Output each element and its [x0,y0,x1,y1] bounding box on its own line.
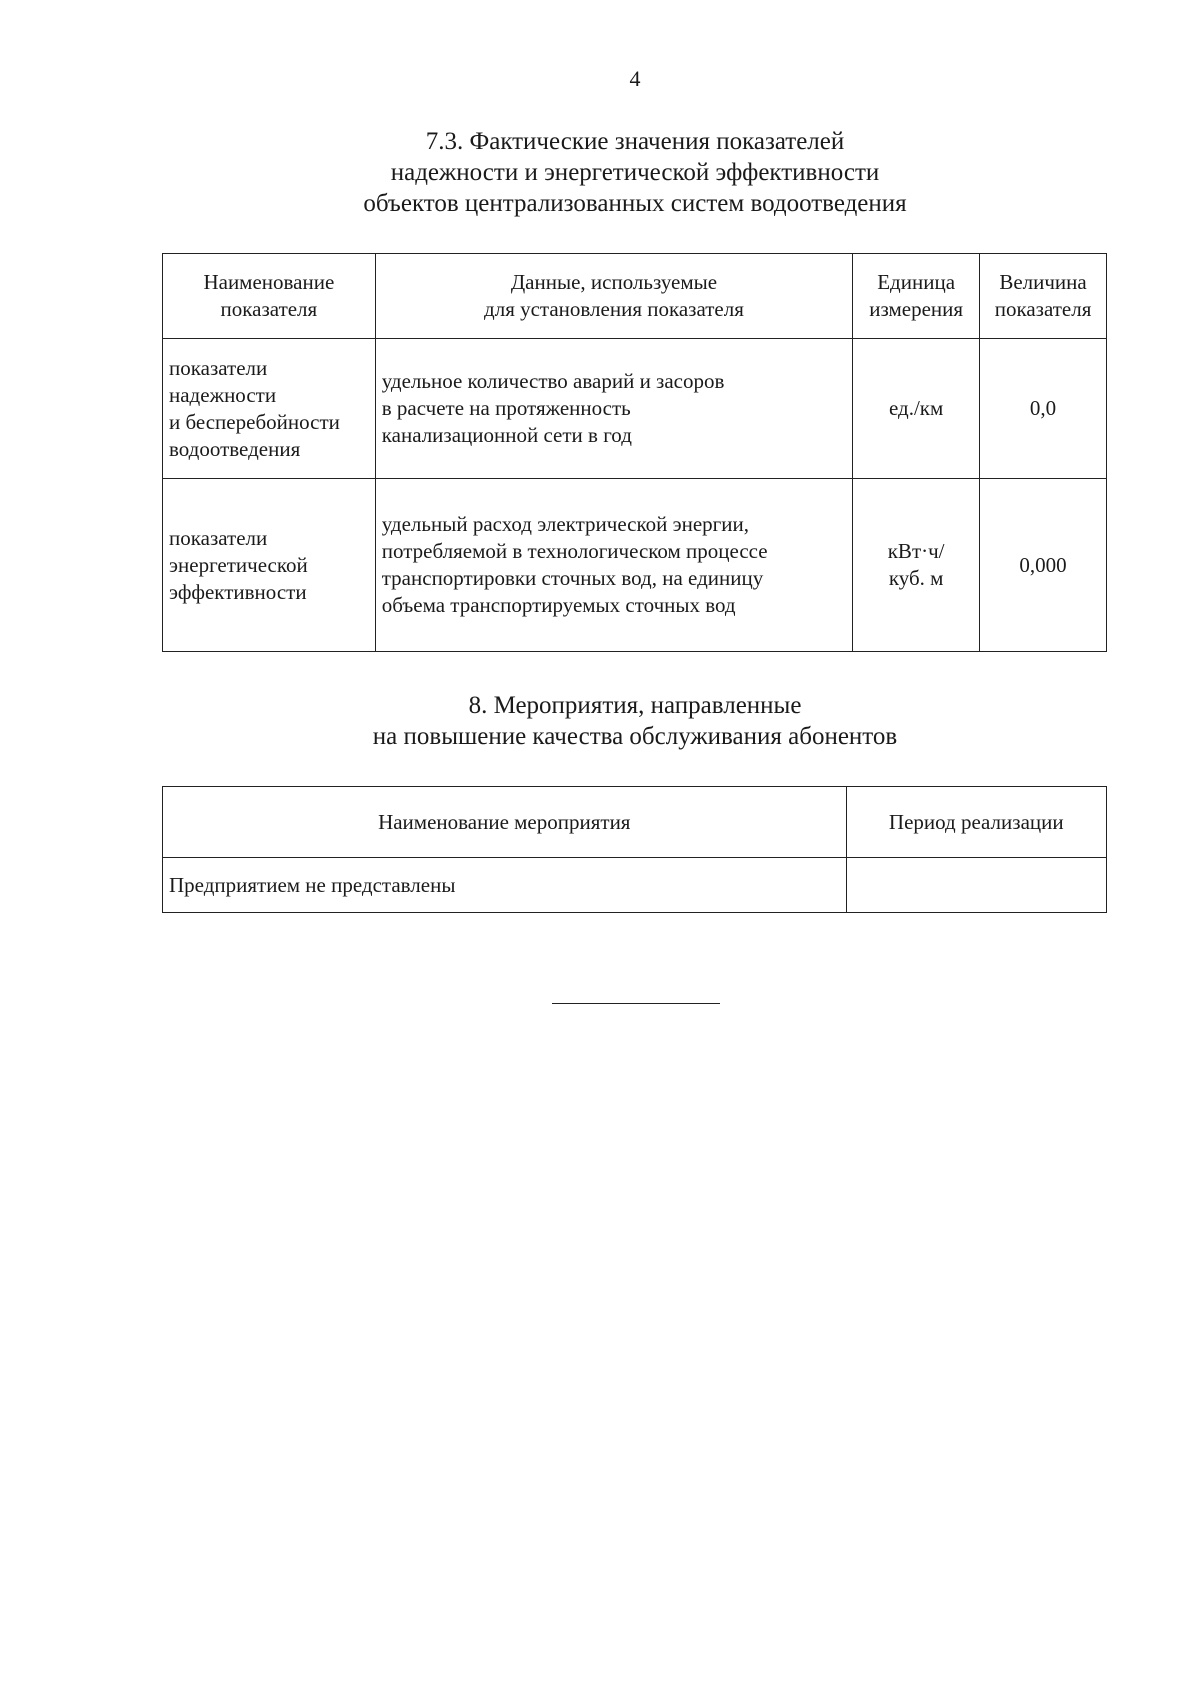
cell-line: потребляемой в технологическом процессе [381,539,768,563]
section-8-title-line: на повышение качества обслуживания абонентов [372,723,898,750]
section-7-3-title [0,126,1200,219]
measure-name-cell: Предприятием не представлены [163,858,847,913]
header-data-used [375,254,852,339]
cell-line: показатели [169,525,268,550]
indicator-value-cell: 0,0 [980,339,1107,479]
header-line: показателя [220,297,318,321]
cell-line: показатели [169,355,268,380]
end-divider [552,1003,720,1004]
table-row [163,479,1107,652]
header-implementation-period: Период реализации [846,787,1106,858]
page-number: 4 [629,66,641,91]
indicator-unit-cell [853,479,980,652]
table-header-row [163,254,1107,339]
header-indicator-name [163,254,376,339]
header-line: Данные, используемые [510,270,718,294]
measure-period-cell [846,858,1106,913]
section-7-3-title-line: объектов централизованных систем водоотведения [363,190,907,217]
cell-line: в расчете на протяженность [381,396,631,420]
table-row [163,858,1107,913]
header-line: Единица [877,270,956,294]
cell-line: надежности [169,382,277,407]
indicator-value-cell: 0,000 [980,479,1107,652]
header-line: для установления показателя [484,297,744,321]
header-line: измерения [869,297,964,321]
header-unit [853,254,980,339]
cell-line: удельное количество аварий и засоров [381,369,725,393]
header-line: Наименование [203,270,335,294]
measures-table [162,786,1107,913]
cell-line: и бесперебойности [169,409,340,434]
indicator-name-cell [163,339,376,479]
indicator-name-cell [163,479,376,652]
section-8-title [0,690,1200,752]
cell-line: куб. м [888,566,944,590]
cell-line: объема транспортируемых сточных вод [381,593,736,617]
cell-line: кВт·ч/ [887,539,945,563]
section-8-title-line: 8. Мероприятия, направленные [468,692,802,719]
indicator-data-cell [375,479,852,652]
indicator-unit-cell [853,339,980,479]
cell-line: эффективности [169,579,307,604]
header-value [980,254,1107,339]
table-row [163,339,1107,479]
cell-line: канализационной сети в год [381,423,632,447]
header-line: Величина [999,270,1087,294]
cell-line: ед./км [888,396,944,420]
indicator-data-cell [375,339,852,479]
cell-line: удельный расход электрической энергии, [381,512,750,536]
table-header-row [163,787,1107,858]
section-7-3-title-line: надежности и энергетической эффективности [390,159,880,186]
cell-line: энергетической [169,552,308,577]
header-measure-name: Наименование мероприятия [163,787,847,858]
section-7-3-title-line: 7.3. Фактические значения показателей [425,128,845,155]
cell-line: водоотведения [169,436,301,461]
header-line: показателя [994,297,1092,321]
indicators-table [162,253,1107,652]
cell-line: транспортировки сточных вод, на единицу [381,566,764,590]
